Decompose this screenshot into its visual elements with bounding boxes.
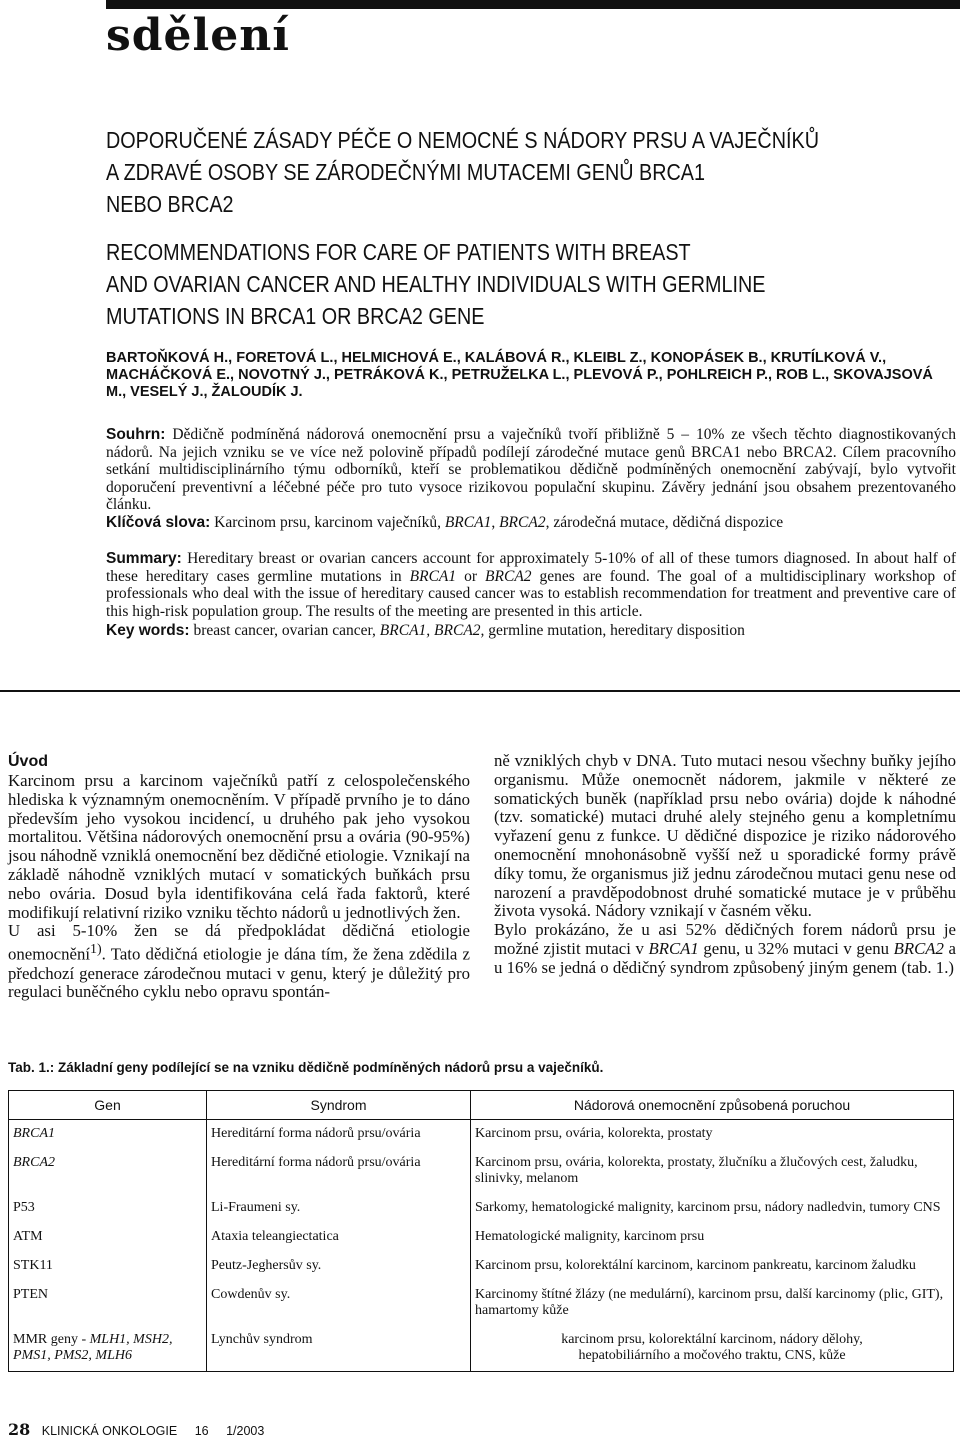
tumor-cell: Karcinom prsu, ovária, kolorekta, prostaty, žlučníku a žlučových cest, žaludku, slinivky, melanom (471, 1149, 954, 1194)
title-en-line: MUTATIONS IN BRCA1 OR BRCA2 GENE (106, 303, 485, 329)
gene-cell-italic: MLH1, MSH2, (89, 1332, 173, 1347)
tumor-cell-line: hepatobiliárního a močového traktu, CNS, kůže (578, 1348, 846, 1363)
abstract-en-text: genes are found. The goal of a multidisciplinary workshop of professionals who deal with the issue of hereditary caused cancer was to establish recommendation for treatment and preventive care of this high-risk population group. The results of the meeting are presented in this article. (106, 567, 956, 620)
gene-cell: BRCA2 (13, 1155, 55, 1170)
title-cz-line: DOPORUČENÉ ZÁSADY PÉČE O NEMOCNÉ S NÁDORY PRSU A VAJEČNÍKŮ (106, 127, 819, 153)
syndrome-cell: Ataxia teleangiectatica (207, 1223, 471, 1252)
keywords-cz-gene: BRCA2 (499, 514, 546, 531)
keywords-en-text: breast cancer, ovarian cancer, (193, 622, 380, 639)
tumor-cell: Sarkomy, hematologické malignity, karcinom prsu, nádory nadledvin, tumory CNS (471, 1194, 954, 1223)
syndrome-cell: Li-Fraumeni sy. (207, 1194, 471, 1223)
table-row (9, 1149, 954, 1194)
gene-name: BRCA2 (893, 938, 944, 958)
table-row (9, 1120, 954, 1150)
journal-volume: 16 (194, 1424, 209, 1438)
abstract-en-label: Summary: (106, 550, 182, 567)
syndrome-cell: Peutz-Jeghersův sy. (207, 1252, 471, 1281)
intro-heading: Úvod (8, 753, 48, 770)
gene-table (8, 1090, 954, 1372)
intro-text: U asi 5-10% žen se dá předpokládat dědičná etiologie onemocnění (8, 921, 470, 964)
keywords-cz-gene: BRCA1 (444, 514, 492, 531)
tumor-cell: Hematologické malignity, karcinom prsu (471, 1223, 954, 1252)
table-row (9, 1281, 954, 1326)
keywords-en-label: Key words: (106, 622, 190, 639)
table-row (9, 1326, 954, 1372)
abstract-en (106, 550, 956, 620)
journal-name: KLINICKÁ ONKOLOGIE (41, 1424, 178, 1438)
intro-paragraph (8, 922, 470, 1002)
keywords-cz-text: , (491, 514, 500, 531)
intro-paragraph: Karcinom prsu a karcinom vaječníků patří z celospolečenského hlediska k významným onemocněním. V případě prvního je to dáno především jeho vysokou incidencí, u druhého pak jeho vysokou mortalitou. Většina nádorových onemocnění prsu a ovária (90-95%) jsou náhodně vzniklá onemocnění bez dědičné etiologie. Vznikají na základě náhodně vzniklých mutací v somatických buňkách prsu nebo ovária. Dosud byla identifikována celá řada faktorů, které modifikují relativní riziko vzniku těchto nádorů u jednotlivých žen. (8, 771, 470, 922)
body-text: a u 16% se jedná o dědičný syndrom způsobený jiným genem (tab. 1.) (494, 938, 956, 977)
title-en-line: AND OVARIAN CANCER AND HEALTHY INDIVIDUALS WITH GERMLINE (106, 271, 766, 297)
gene-cell: ATM (9, 1223, 207, 1252)
tumor-cell (471, 1326, 954, 1372)
citation-ref: 1) (90, 942, 102, 958)
table-row (9, 1252, 954, 1281)
table-header: Syndrom (207, 1091, 471, 1120)
article-titles (106, 124, 837, 332)
gene-cell: P53 (9, 1194, 207, 1223)
abstract-cz (106, 426, 956, 514)
body-paragraph: ně vzniklých chyb v DNA. Tuto mutaci nesou všechny buňky jejího organismu. Může onemocnět nádorem, jakmile v některé ze somatických buněk (například prsu nebo ovária) dojde k náhodné (tzv. somatické) mutaci druhé alely stejného genu a kompletnímu vyřazení genu z funkce. U dědičné dispozice je riziko nádorového onemocnění mnohonásobně vyšší než u sporadické formy právě díky tomu, že organismus již jednu zárodečnou mutaci genu nese od narození a pravděpodobnost druhé somatické mutace je v průběhu života vysoká. Nádory vznikají v časném věku. (494, 751, 956, 921)
keywords-en (106, 622, 956, 640)
table-row (9, 1194, 954, 1223)
table-caption: Tab. 1.: Základní geny podílející se na vzniku dědičně podmíněných nádorů prsu a vaječníků. (8, 1060, 604, 1075)
keywords-en-gene: BRCA1, BRCA2, (379, 622, 485, 639)
abstract-en-gene: BRCA2 (485, 567, 532, 585)
gene-cell-text: MMR geny - (13, 1332, 90, 1347)
table-header-row (9, 1091, 954, 1120)
syndrome-cell: Cowdenův sy. (207, 1281, 471, 1326)
header-rule (106, 0, 960, 9)
tumor-cell-line: karcinom prsu, kolorektální karcinom, nádory dělohy, (561, 1332, 863, 1347)
body-paragraph (494, 921, 956, 977)
syndrome-cell: Hereditární forma nádorů prsu/ovária (207, 1120, 471, 1150)
keywords-cz (106, 514, 956, 532)
gene-name: BRCA1 (648, 938, 699, 958)
section-title: sdělení (106, 10, 290, 61)
abstract-en-gene: BRCA1 (409, 567, 457, 585)
title-cz-line: A ZDRAVÉ OSOBY SE ZÁRODEČNÝMI MUTACEMI GENŮ BRCA1 (106, 159, 706, 185)
journal-issue: 1/2003 (226, 1424, 265, 1438)
intro-text: . Tato dědičná etiologie je dána tím, že žena zdědila z předchozí generace zárodečnou mutaci v genu, který je důležitý pro regulaci buněčného cyklu nebo opravu spontán- (8, 944, 470, 1002)
syndrome-cell: Hereditární forma nádorů prsu/ovária (207, 1149, 471, 1194)
body-text: Bylo prokázáno, že u asi 52% dědičných forem nádorů prsu je možné zjistit mutaci v (494, 920, 956, 958)
keywords-en-text: germline mutation, hereditary disposition (484, 622, 745, 639)
gene-cell: STK11 (9, 1252, 207, 1281)
keywords-cz-text: , zárodečná mutace, dědičná dispozice (545, 514, 784, 531)
page-number: 28 (8, 1420, 31, 1439)
keywords-cz-text: Karcinom prsu, karcinom vaječníků, (214, 514, 445, 531)
abstract-en-text: or (456, 567, 486, 585)
author-list: BARTOŇKOVÁ H., FORETOVÁ L., HELMICHOVÁ E., KALÁBOVÁ R., KLEIBL Z., KONOPÁSEK B., KRUTÍLKOVÁ V., MACHÁČKOVÁ E., NOVOTNÝ J., PETRÁKOVÁ K., PETRUŽELKA L., PLEVOVÁ P., POHLREICH P., ROB L., SKOVAJSOVÁ M., VESELÝ J., ŽALOUDÍK J. (106, 350, 933, 400)
abstract-en-text: Hereditary breast or ovarian cancers account for approximately 5-10% of all of these tumors diagnosed. In about half of these hereditary cases germline mutations in (106, 550, 956, 585)
body-column-right (494, 752, 956, 978)
syndrome-cell: Lynchův syndrom (207, 1326, 471, 1372)
abstract-cz-text: Dědičně podmíněná nádorová onemocnění prsu a vaječníků tvoří přibližně 5 – 10% ze všech těchto diagnostikovaných nádorů. Na jejich vzniku se ve více než polovině případů podílejí zárodečné mutace genů BRCA1 nebo BRCA2. Cílem pracovního setkání multidisciplinárního týmu odborníků, kteří se problematikou dědičně podmíněných onemocnění zabývají, bylo vytvořit doporučení preventivní a léčebné péče pro tuto vysoce rizikovou populační skupinu. Závěry jednání jsou obsahem prezentovaného článku. (106, 426, 956, 513)
abstract-cz-label: Souhrn: (106, 426, 166, 443)
table-header: Gen (9, 1091, 207, 1120)
body-text: genu, u 32% mutaci v genu (698, 938, 894, 958)
title-en-line: RECOMMENDATIONS FOR CARE OF PATIENTS WITH BREAST (106, 239, 691, 265)
section-divider (0, 690, 960, 692)
gene-cell-italic: PMS1, PMS2, MLH6 (13, 1348, 132, 1363)
gene-cell: BRCA1 (13, 1126, 55, 1141)
page-footer (8, 1420, 264, 1439)
gene-cell: PTEN (9, 1281, 207, 1326)
tumor-cell: Karcinom prsu, ovária, kolorekta, prostaty (471, 1120, 954, 1150)
tumor-cell: Karcinomy štítné žlázy (ne medulární), karcinom prsu, další karcinomy (plic, GIT), hamartomy kůže (471, 1281, 954, 1326)
body-column-left (8, 752, 470, 1002)
tumor-cell: Karcinom prsu, kolorektální karcinom, karcinom pankreatu, karcinom žaludku (471, 1252, 954, 1281)
table-row (9, 1223, 954, 1252)
title-cz-line: NEBO BRCA2 (106, 191, 234, 217)
keywords-cz-label: Klíčová slova: (106, 514, 211, 531)
gene-cell (9, 1326, 207, 1372)
table-header: Nádorová onemocnění způsobená poruchou (471, 1091, 954, 1120)
